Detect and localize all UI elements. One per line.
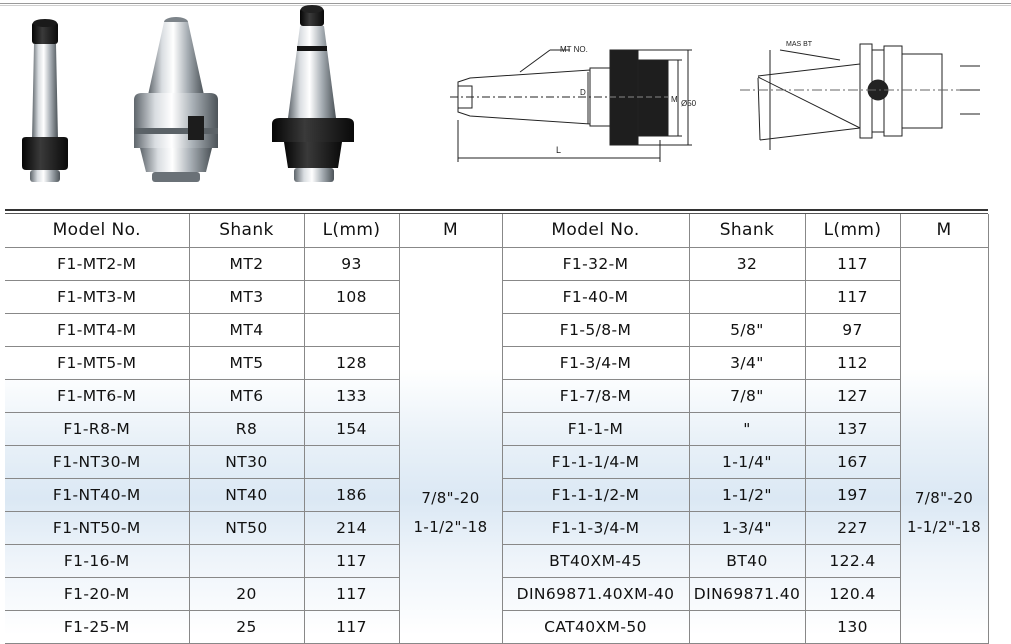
header-length-right: L(mm) <box>805 214 900 247</box>
cell-shank: MT5 <box>189 346 304 379</box>
cell-shank: NT30 <box>189 445 304 478</box>
cell-model-right: F1-32-M <box>502 247 689 280</box>
product-photos-svg <box>0 0 390 200</box>
m-value-left-1: 7/8"-20 <box>421 489 480 507</box>
cell-model-right: F1-3/4-M <box>502 346 689 379</box>
cell-length-right: 197 <box>805 478 900 511</box>
cell-shank-right: DIN69871.40 <box>689 577 805 610</box>
cell-shank: R8 <box>189 412 304 445</box>
m-value-right-1: 7/8"-20 <box>914 489 974 507</box>
cell-model-right: BT40XM-45 <box>502 544 689 577</box>
cell-length-right: 167 <box>805 445 900 478</box>
cell-model: F1-MT4-M <box>5 313 189 346</box>
cell-model-right: F1-1-M <box>502 412 689 445</box>
cell-length: 117 <box>304 577 399 610</box>
cell-length <box>304 445 399 478</box>
product-photos <box>0 0 390 200</box>
cell-length: 108 <box>304 280 399 313</box>
cell-shank-right: 7/8" <box>689 379 805 412</box>
cell-length-right: 122.4 <box>805 544 900 577</box>
label-mt-no: MT NO. <box>560 45 588 54</box>
cell-length-right: 97 <box>805 313 900 346</box>
drawing-bt-side-view <box>740 41 980 150</box>
cell-shank-right: 3/4" <box>689 346 805 379</box>
label-mas-bt: MAS BT <box>786 41 813 48</box>
header-shank: Shank <box>189 214 304 247</box>
cell-shank: 20 <box>189 577 304 610</box>
table-top-rule <box>5 209 988 211</box>
cell-length-right: 112 <box>805 346 900 379</box>
holder-photo-nt <box>272 5 354 182</box>
cell-model-right: DIN69871.40XM-40 <box>502 577 689 610</box>
cell-model: F1-MT6-M <box>5 379 189 412</box>
cell-length <box>304 313 399 346</box>
cell-length: 93 <box>304 247 399 280</box>
cell-length: 133 <box>304 379 399 412</box>
cell-length-right: 227 <box>805 511 900 544</box>
cell-shank: MT3 <box>189 280 304 313</box>
cell-shank: NT40 <box>189 478 304 511</box>
holder-photo-mt <box>22 19 68 182</box>
cell-model-right: F1-1-1/4-M <box>502 445 689 478</box>
cell-shank-right: 1-3/4" <box>689 511 805 544</box>
table-body <box>5 247 988 643</box>
cell-model: F1-NT40-M <box>5 478 189 511</box>
cell-length: 117 <box>304 610 399 643</box>
label-l: L <box>556 145 562 155</box>
cell-shank: MT2 <box>189 247 304 280</box>
cell-model: F1-20-M <box>5 577 189 610</box>
cell-shank: MT6 <box>189 379 304 412</box>
cell-model: F1-NT30-M <box>5 445 189 478</box>
cell-length-right: 117 <box>805 280 900 313</box>
cell-model: F1-16-M <box>5 544 189 577</box>
cell-shank-right: 5/8" <box>689 313 805 346</box>
cell-shank-right: BT40 <box>689 544 805 577</box>
table-header-row <box>5 214 988 247</box>
cell-shank-right: " <box>689 412 805 445</box>
cell-shank-right: 1-1/2" <box>689 478 805 511</box>
cell-model: F1-NT50-M <box>5 511 189 544</box>
cell-model: F1-R8-M <box>5 412 189 445</box>
header-shank-right: Shank <box>689 214 805 247</box>
technical-drawings <box>440 20 1010 200</box>
header-m: M <box>399 214 502 247</box>
cell-model: F1-25-M <box>5 610 189 643</box>
cell-shank <box>189 544 304 577</box>
cell-length: 214 <box>304 511 399 544</box>
header-model-no-right: Model No. <box>502 214 689 247</box>
cell-length: 186 <box>304 478 399 511</box>
spec-table <box>5 214 989 644</box>
cell-length: 128 <box>304 346 399 379</box>
table-row <box>5 247 988 280</box>
cell-model: F1-MT5-M <box>5 346 189 379</box>
cell-model: F1-MT3-M <box>5 280 189 313</box>
drawing-holder-side-view <box>450 45 697 162</box>
label-dia: Ø50 <box>681 99 697 108</box>
header-model-no: Model No. <box>5 214 189 247</box>
m-value-right-2: 1-1/2"-18 <box>906 518 982 536</box>
cell-length: 154 <box>304 412 399 445</box>
cell-length-right: 137 <box>805 412 900 445</box>
cell-length-right: 120.4 <box>805 577 900 610</box>
label-d: D <box>580 88 586 97</box>
technical-drawings-svg <box>440 20 1010 200</box>
cell-model: F1-MT2-M <box>5 247 189 280</box>
cell-shank-right <box>689 610 805 643</box>
cell-model-right: F1-5/8-M <box>502 313 689 346</box>
cell-shank: NT50 <box>189 511 304 544</box>
cell-m-left <box>399 247 502 643</box>
cell-length-right: 127 <box>805 379 900 412</box>
cell-shank-right: 1-1/4" <box>689 445 805 478</box>
label-m: M <box>671 95 678 104</box>
cell-shank-right: 32 <box>689 247 805 280</box>
cell-length-right: 130 <box>805 610 900 643</box>
cell-length-right: 117 <box>805 247 900 280</box>
cell-shank-right <box>689 280 805 313</box>
cell-model-right: F1-40-M <box>502 280 689 313</box>
m-value-left-2: 1-1/2"-18 <box>413 518 488 536</box>
cell-m-right <box>900 247 988 643</box>
cell-model-right: CAT40XM-50 <box>502 610 689 643</box>
cell-shank: 25 <box>189 610 304 643</box>
cell-shank: MT4 <box>189 313 304 346</box>
holder-photo-bt <box>134 17 218 182</box>
header-length: L(mm) <box>304 214 399 247</box>
cell-length: 117 <box>304 544 399 577</box>
cell-model-right: F1-7/8-M <box>502 379 689 412</box>
header-m-right: M <box>900 214 988 247</box>
cell-model-right: F1-1-1/2-M <box>502 478 689 511</box>
cell-model-right: F1-1-3/4-M <box>502 511 689 544</box>
